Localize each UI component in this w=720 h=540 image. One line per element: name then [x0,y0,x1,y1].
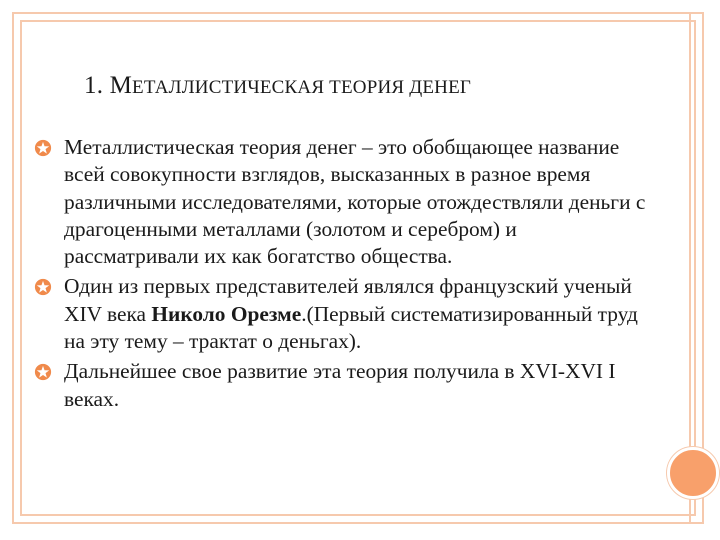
bullet-item [34,273,654,355]
bullet-item [34,358,654,413]
star-bullet-icon [34,278,52,296]
bullet-item [34,134,654,270]
decorative-circle [667,447,719,499]
title-number: 1. [84,72,110,99]
star-bullet-icon [34,363,52,381]
star-bullet-icon [34,139,52,157]
bullet-text-after: .(Первый систематизированный труд на эту тему – трактат о деньгах). [64,301,638,354]
bullet-text: Дальнейшее свое развитие эта теория получила в XVI-XVI I веках. [64,359,616,411]
bullet-text-bold: Николо Орезме [151,301,302,326]
title-first-letter: М [109,72,133,99]
title-rest: ЕТАЛЛИСТИЧЕСКАЯ ТЕОРИЯ ДЕНЕГ [132,77,472,98]
bullet-text-before: Один из первых представителей являлся французский ученый XIV века [64,274,632,326]
slide-title [84,72,471,100]
bullet-list [34,134,654,416]
bullet-text: Металлистическая теория денег – это обобщающее название всей совокупности взглядов, высказанных в разное время различными исследователями, которые отождествляли деньги с драгоценными металлами (золотом и серебром) и рассматривали их как богатство общества. [64,135,646,269]
